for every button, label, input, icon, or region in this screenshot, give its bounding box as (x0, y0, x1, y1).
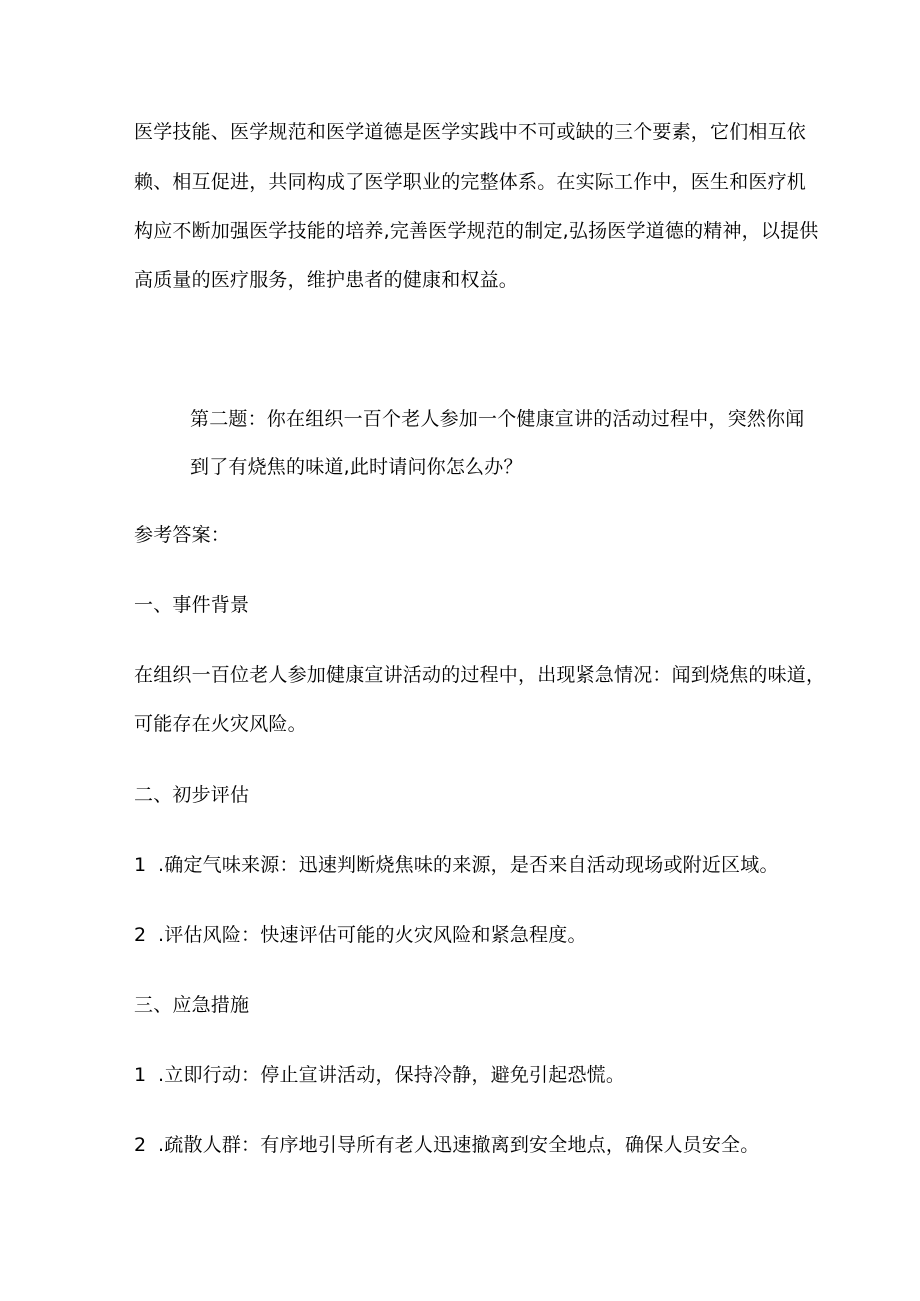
question-line: 第二题：你在组织一百个老人参加一个健康宣讲的活动过程中，突然你闻 (190, 408, 805, 430)
list-item-number: 2 (134, 924, 147, 946)
paragraph-line: 赖、相互促进，共同构成了医学职业的完整体系。在实际工作中，医生和医疗机 (134, 171, 807, 193)
paragraph-line: 在组织一百位老人参加健康宣讲活动的过程中，出现紧急情况：闻到烧焦的味道， (134, 664, 826, 686)
paragraph-line: 医学技能、医学规范和医学道德是医学实践中不可或缺的三个要素，它们相互依 (134, 121, 807, 143)
answer-label: 参考答案： (134, 524, 231, 546)
section-heading: 二、初步评估 (134, 784, 250, 806)
list-item (134, 923, 587, 947)
paragraph-line: 高质量的医疗服务，维护患者的健康和权益。 (134, 269, 519, 291)
list-item-text: .疏散人群：有序地引导所有老人迅速撤离到安全地点，确保人员安全。 (158, 1134, 760, 1156)
list-item-text: .确定气味来源：迅速判断烧焦味的来源，是否来自活动现场或附近区域。 (158, 854, 779, 876)
list-item (134, 853, 779, 877)
list-item-text: .立即行动：停止宣讲活动，保持冷静，避免引起恐慌。 (158, 1064, 626, 1086)
list-item (134, 1133, 759, 1157)
paragraph-line: 构应不断加强医学技能的培养,完善医学规范的制定,弘扬医学道德的精神，以提供 (134, 220, 819, 242)
list-item (134, 1063, 625, 1087)
list-item-number: 1 (134, 854, 147, 876)
question-line: 到了有烧焦的味道,此时请问你怎么办？ (190, 456, 523, 478)
section-heading: 三、应急措施 (134, 994, 250, 1016)
list-item-text: .评估风险：快速评估可能的火灾风险和紧急程度。 (158, 924, 587, 946)
list-item-number: 1 (134, 1064, 147, 1086)
section-heading: 一、事件背景 (134, 594, 250, 616)
list-item-number: 2 (134, 1134, 147, 1156)
paragraph-line: 可能存在火灾风险。 (134, 713, 307, 735)
